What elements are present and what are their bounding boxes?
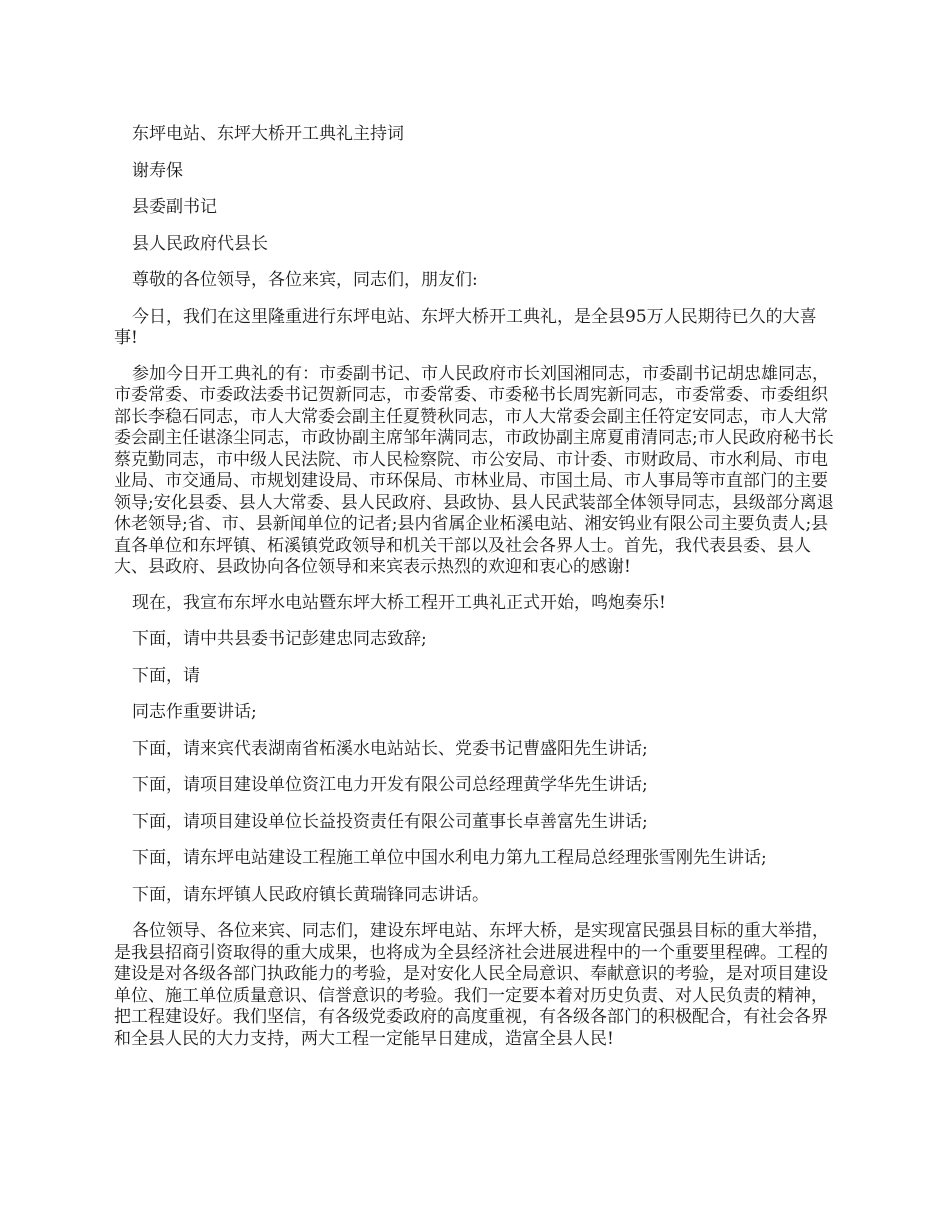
- paragraph: 下面，请: [132, 665, 200, 686]
- author-position: 县人民政府代县长: [132, 233, 268, 254]
- paragraph: 参加今日开工典礼的有：市委副书记、市人民政府市长刘国湘同志，市委副书记胡忠雄同志，市委常委、市委政法委书记贺新同志，市委常委、市委秘书长周宪新同志，市委常委、市委组织部长李稳石同志，市人大常委会副主任夏赞秋同志，市人大常委会副主任符定安同志，市人大常委会副主任谌涤尘同志，市政协副主席邹年满同志，市政协副主席夏甫清同志;市人民政府秘书长蔡克勤同志，市中级人民法院、市人民检察院、市公安局、市计委、市财政局、市水利局、市电业局、市交通局、市规划建设局、市环保局、市林业局、市国土局、市人事局等市直部门的主要领导;安化县委、县人大常委、县人民政府、县政协、县人民武装部全体领导同志，县级部分离退休老领导;省、市、县新闻单位的记者;县内省属企业柘溪电站、湘安钨业有限公司主要负责人;县直各单位和东坪镇、柘溪镇党政领导和机关干部以及社会各界人士。首先，我代表县委、县人大、县政府、县政协向各位领导和来宾表示热烈的欢迎和衷心的感谢!: [114, 363, 834, 577]
- author-name: 谢寿保: [132, 160, 183, 181]
- greeting: 尊敬的各位领导，各位来宾，同志们，朋友们:: [132, 270, 478, 290]
- paragraph: 下面，请项目建设单位长益投资责任有限公司董事长卓善富先生讲话;: [132, 811, 648, 832]
- document-title: 东坪电站、东坪大桥开工典礼主持词: [132, 124, 404, 144]
- paragraph: 下面，请东坪镇人民政府镇长黄瑞锋同志讲话。: [132, 884, 489, 905]
- paragraph: 下面，请中共县委书记彭建忠同志致辞;: [132, 629, 427, 649]
- paragraph: 各位领导、各位来宾、同志们，建设东坪电站、东坪大桥，是实现富民强县目标的重大举措，是我县招商引资取得的重大成果，也将成为全县经济社会进展进程中的一个重要里程碑。工程的建设是对各级各部门执政能力的考验，是对安化人民全局意识、奉献意识的考验，是对项目建设单位、施工单位质量意识、信誉意识的考验。我们一定要本着对历史负责、对人民负责的精神，把工程建设好。我们坚信，有各级党委政府的高度重视，有各级各部门的积极配合，有社会各界和全县人民的大力支持，两大工程一定能早日建成，造富全县人民!: [114, 921, 829, 1049]
- paragraph: 下面，请来宾代表湖南省柘溪水电站站长、党委书记曹盛阳先生讲话;: [132, 738, 648, 759]
- paragraph: 现在，我宣布东坪水电站暨东坪大桥工程开工典礼正式开始，鸣炮奏乐!: [132, 592, 666, 613]
- paragraph: 下面，请东坪电站建设工程施工单位中国水利电力第九工程局总经理张雪刚先生讲话;: [132, 848, 767, 868]
- paragraph: 下面，请项目建设单位资江电力开发有限公司总经理黄学华先生讲话;: [132, 775, 648, 795]
- paragraph: 今日，我们在这里隆重进行东坪电站、东坪大桥开工典礼，是全县95万人民期待已久的大喜事!: [114, 306, 817, 348]
- author-position: 县委副书记: [132, 197, 217, 217]
- paragraph: 同志作重要讲话;: [132, 702, 257, 722]
